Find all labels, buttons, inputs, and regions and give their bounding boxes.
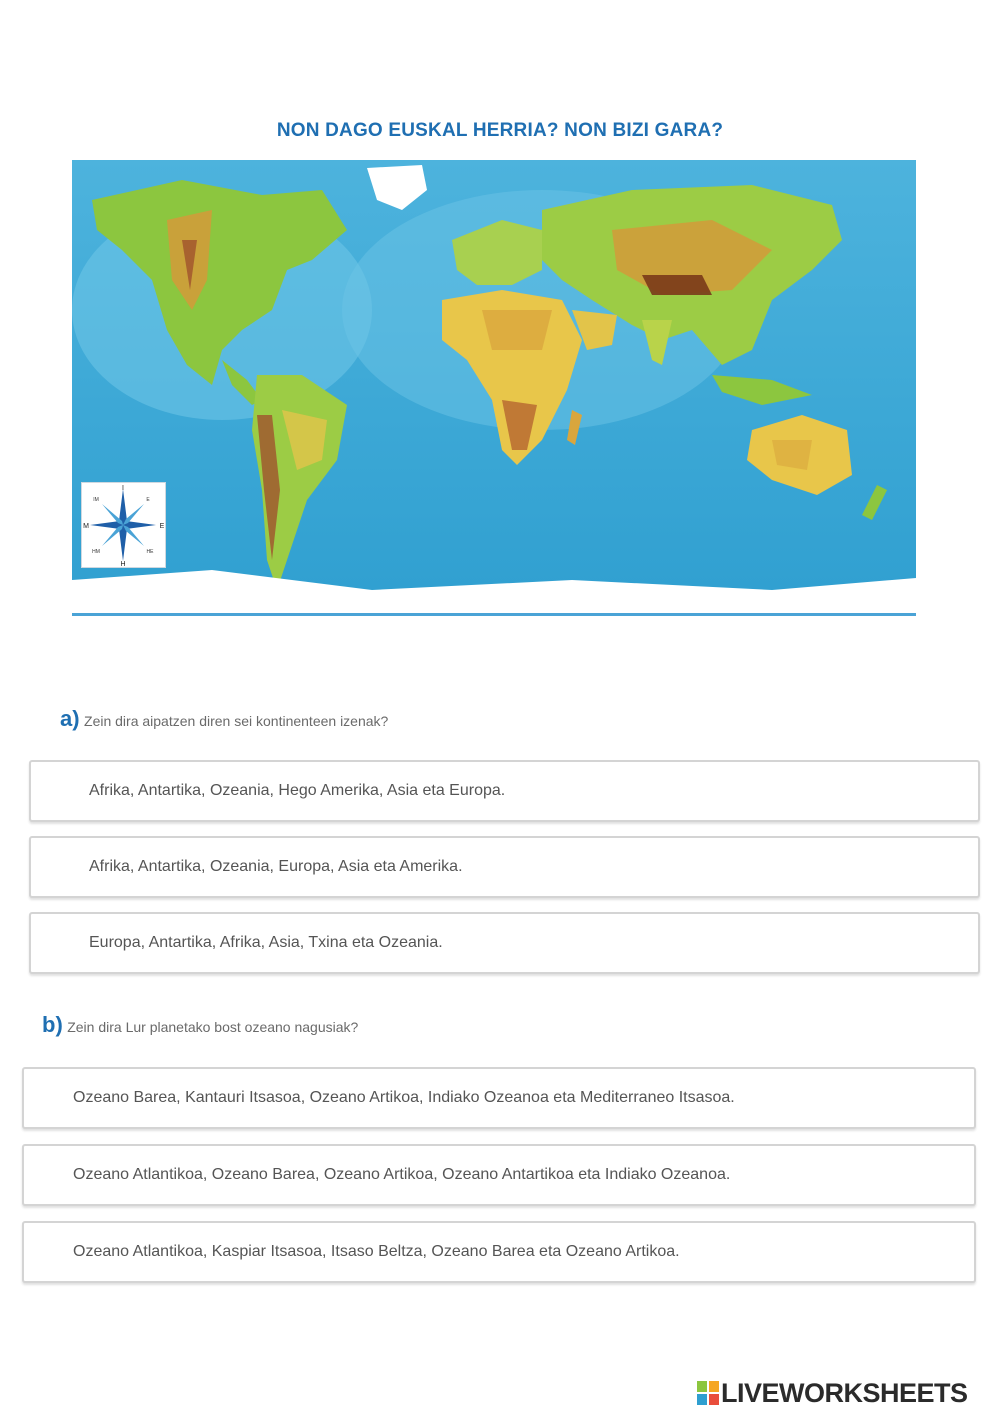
compass-east-label: E bbox=[159, 523, 165, 530]
compass-se-label: HE bbox=[146, 549, 154, 555]
compass-sw-label: HM bbox=[92, 549, 100, 555]
question-b-option-1[interactable] bbox=[22, 1067, 976, 1129]
worksheet-title: NON DAGO EUSKAL HERRIA? NON BIZI GARA? bbox=[276, 120, 724, 141]
question-a-text: Zein dira aipatzen diren sei kontinenteen izenak? bbox=[84, 713, 389, 729]
option-label: Afrika, Antartika, Ozeania, Hego Amerika, Asia eta Europa. bbox=[89, 782, 506, 799]
compass-ne-label: E bbox=[146, 497, 150, 503]
question-b-option-2[interactable] bbox=[22, 1144, 976, 1206]
question-a bbox=[60, 706, 388, 732]
option-label: Ozeano Atlantikoa, Ozeano Barea, Ozeano Artikoa, Ozeano Antartikoa eta Indiako Ozeanoa. bbox=[73, 1166, 731, 1183]
question-b-option-3[interactable] bbox=[22, 1221, 976, 1283]
liveworksheets-logo-icon bbox=[697, 1381, 719, 1405]
question-b-letter: b) bbox=[42, 1012, 63, 1037]
compass-south-label: H bbox=[120, 561, 126, 567]
option-label: Europa, Antartika, Afrika, Asia, Txina eta Ozeania. bbox=[89, 934, 443, 951]
option-label: Ozeano Atlantikoa, Kaspiar Itsasoa, Itsaso Beltza, Ozeano Barea eta Ozeano Artikoa. bbox=[73, 1243, 680, 1260]
question-a-option-3[interactable] bbox=[29, 912, 980, 974]
compass-north-label: I bbox=[122, 485, 124, 492]
question-b-text: Zein dira Lur planetako bost ozeano nagusiak? bbox=[67, 1019, 359, 1035]
option-label: Ozeano Barea, Kantauri Itsasoa, Ozeano Artikoa, Indiako Ozeanoa eta Mediterraneo Itsasoa. bbox=[73, 1089, 735, 1106]
question-a-option-1[interactable] bbox=[29, 760, 980, 822]
liveworksheets-logo bbox=[697, 1376, 968, 1410]
liveworksheets-logo-text: LIVEWORKSHEETS bbox=[721, 1377, 968, 1408]
question-a-option-2[interactable] bbox=[29, 836, 980, 898]
option-label: Afrika, Antartika, Ozeania, Europa, Asia eta Amerika. bbox=[89, 858, 463, 875]
compass-west-label: M bbox=[83, 523, 89, 530]
world-physical-map bbox=[72, 160, 916, 616]
compass-rose bbox=[81, 482, 166, 568]
question-a-letter: a) bbox=[60, 706, 80, 731]
question-b bbox=[42, 1012, 358, 1038]
compass-nw-label: IM bbox=[93, 497, 99, 503]
